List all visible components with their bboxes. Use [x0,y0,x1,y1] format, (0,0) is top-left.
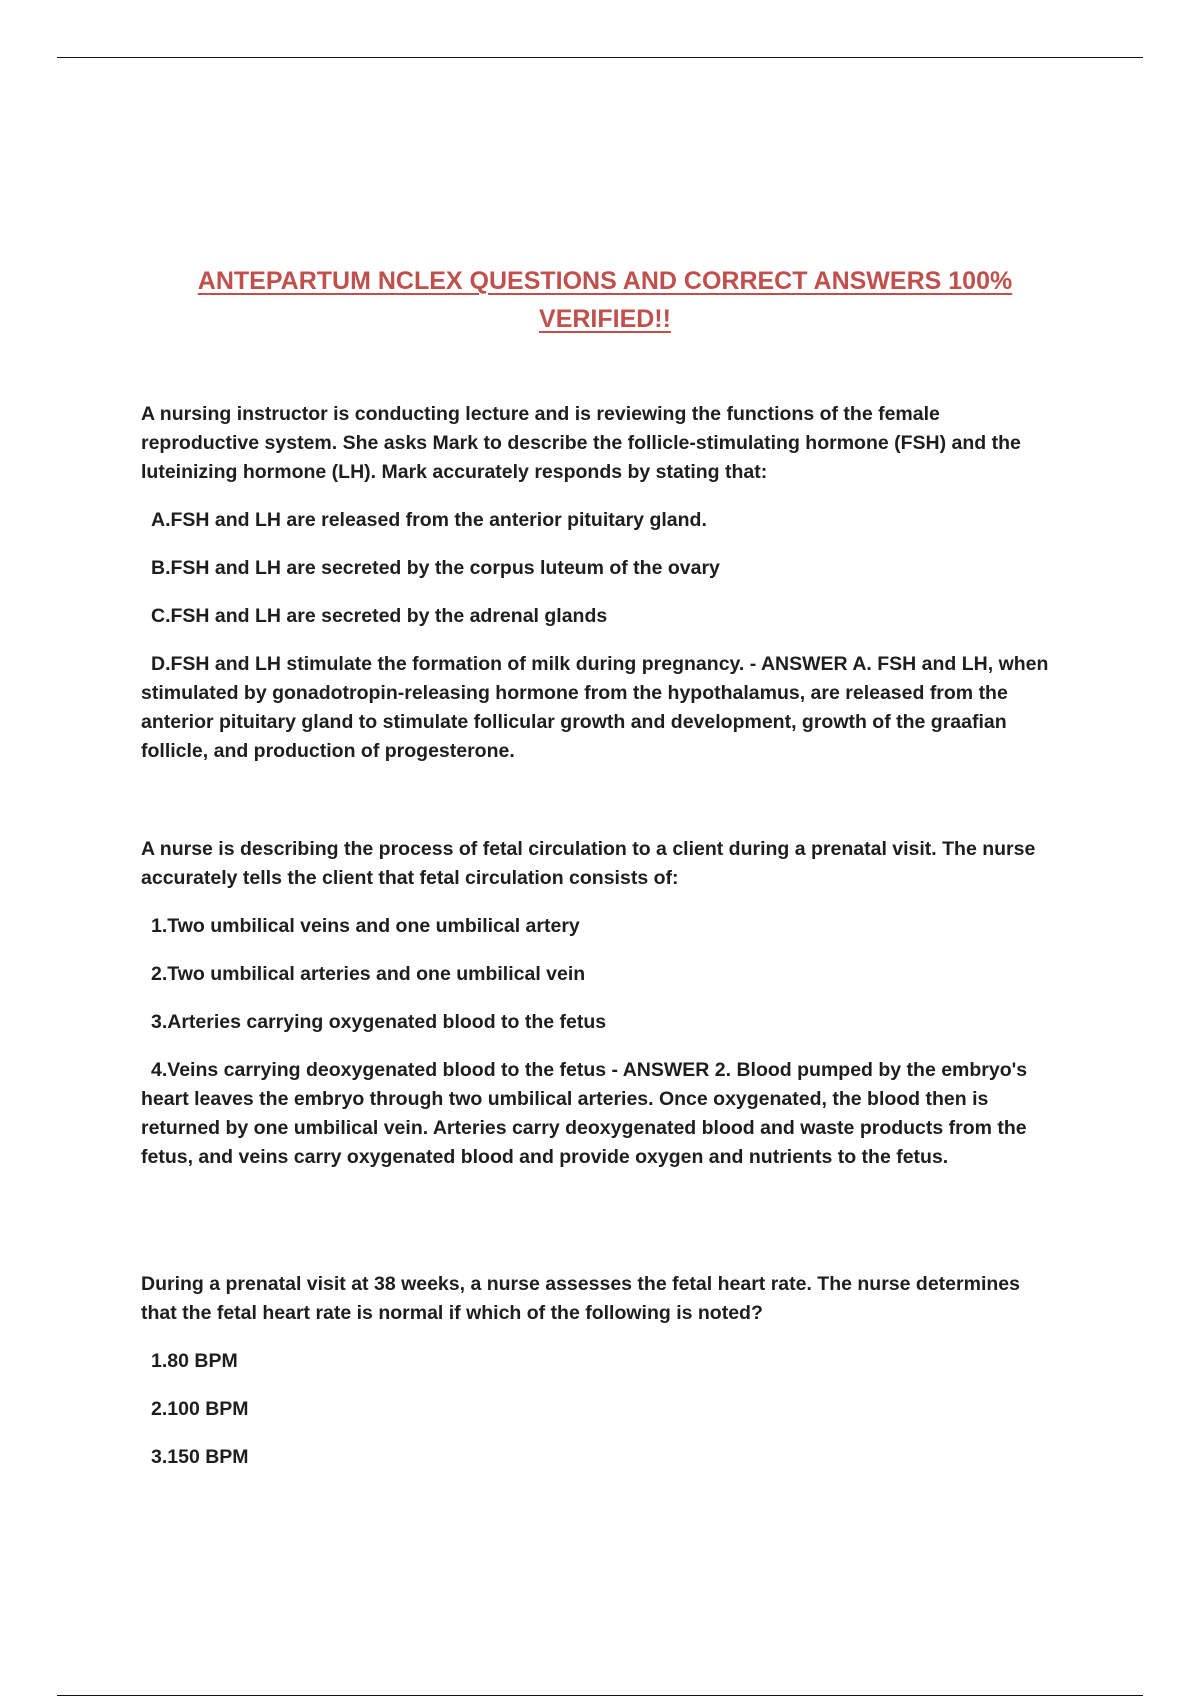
question-stem: During a prenatal visit at 38 weeks, a nurse assesses the fetal heart rate. The nurse determines that the fetal heart rate is normal if which of the following is noted? [141,1273,1020,1324]
answer-option-c: C.FSH and LH are secreted by the adrenal glands [151,605,608,627]
question-stem: A nurse is describing the process of fetal circulation to a client during a prenatal visit. The nurse accurately tells the client that fetal circulation consists of: [141,838,1036,889]
question-3 [141,1270,1061,1472]
answer-option-2: 2.100 BPM [151,1398,249,1420]
document-title: ANTEPARTUM NCLEX QUESTIONS AND CORRECT ANSWERS 100% VERIFIED!! [197,267,1013,333]
answer-option-a: A.FSH and LH are released from the anterior pituitary gland. [151,509,707,531]
answer-option-d-with-rationale: D.FSH and LH stimulate the formation of milk during pregnancy. - ANSWER A. FSH and LH, when stimulated by gonadotropin-releasing hormone from the hypothalamus, are released from the anterior pituitary gland to stimulate follicular growth and development, growth of the graafian follicle, and production of progesterone. [141,653,1049,762]
answer-option-1: 1.Two umbilical veins and one umbilical artery [151,915,580,937]
answer-option-2: 2.Two umbilical arteries and one umbilical vein [151,963,586,985]
answer-option-4-with-rationale: 4.Veins carrying deoxygenated blood to the fetus - ANSWER 2. Blood pumped by the embryo's heart leaves the embryo through two umbilical arteries. Once oxygenated, the blood then is returned by one umbilical vein. Arteries carry deoxygenated blood and waste products from the fetus, and veins carry oxygenated blood and provide oxygen and nutrients to the fetus. [141,1059,1028,1168]
bottom-divider [57,1695,1143,1696]
answer-option-1: 1.80 BPM [151,1350,238,1372]
answer-option-b: B.FSH and LH are secreted by the corpus luteum of the ovary [151,557,720,579]
answer-option-3: 3.Arteries carrying oxygenated blood to the fetus [151,1011,607,1033]
question-1 [141,400,1061,766]
answer-option-3: 3.150 BPM [151,1446,249,1468]
top-divider [57,57,1143,58]
question-2 [141,835,1061,1172]
question-stem: A nursing instructor is conducting lecture and is reviewing the functions of the female reproductive system. She asks Mark to describe the follicle-stimulating hormone (FSH) and the luteinizing hormone (LH). Mark accurately responds by stating that: [141,403,1021,483]
